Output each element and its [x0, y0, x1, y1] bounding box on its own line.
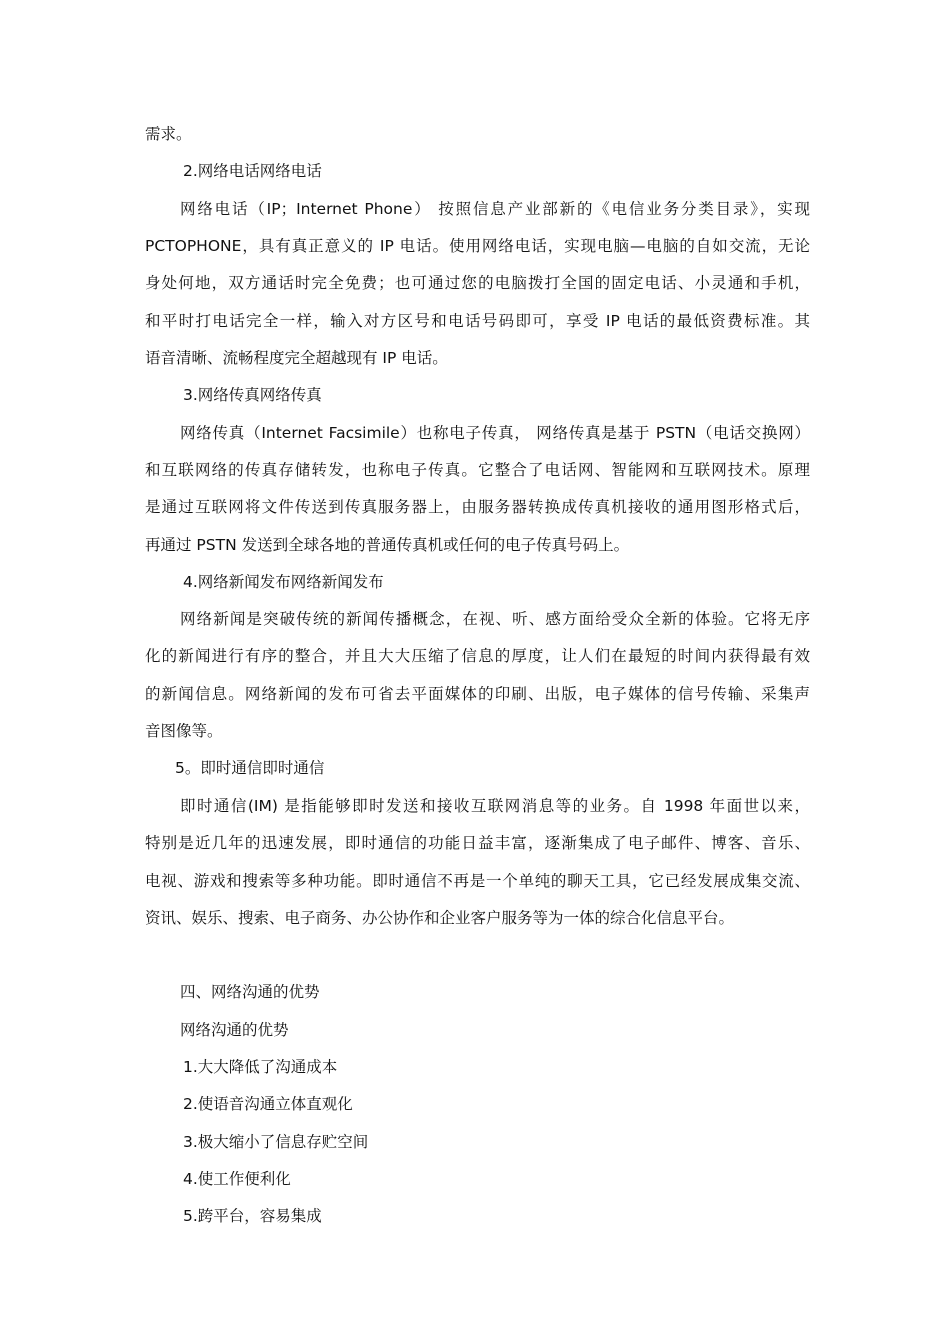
list-item: 3.极大缩小了信息存贮空间: [183, 1133, 369, 1151]
paragraph-line: 需求。: [145, 125, 192, 143]
paragraph-line: 特别是近几年的迅速发展，即时通信的功能日益丰富，逐渐集成了电子邮件、博客、音乐、: [145, 834, 810, 852]
list-item: 2.使语音沟通立体直观化: [183, 1095, 353, 1113]
paragraph-line: 语音清晰、流畅程度完全超越现有 IP 电话。: [145, 349, 448, 367]
paragraph-line: PCTOPHONE，具有真正意义的 IP 电话。使用网络电话，实现电脑—电脑的自如交流，无论: [145, 237, 810, 255]
paragraph-line: 的新闻信息。网络新闻的发布可省去平面媒体的印刷、出版，电子媒体的信号传输、采集声: [145, 685, 810, 703]
subsection-heading-instant-messaging: 5。即时通信即时通信: [175, 759, 325, 777]
section-heading: 四、网络沟通的优势: [180, 983, 320, 1001]
paragraph-line: 网络电话（IP；Internet Phone） 按照信息产业部新的《电信业务分类目录》，实现: [180, 200, 810, 218]
list-item: 4.使工作便利化: [183, 1170, 291, 1188]
paragraph-line: 再通过 PSTN 发送到全球各地的普通传真机或任何的电子传真号码上。: [145, 536, 630, 554]
subsection-heading-network-phone: 2.网络电话网络电话: [183, 162, 322, 180]
list-item: 5.跨平台，容易集成: [183, 1207, 322, 1225]
paragraph-line: 资讯、娱乐、搜索、电子商务、办公协作和企业客户服务等为一体的综合化信息平台。: [145, 909, 735, 927]
paragraph-line: 和平时打电话完全一样，输入对方区号和电话号码即可，享受 IP 电话的最低资费标准。其: [145, 312, 810, 330]
paragraph-line: 化的新闻进行有序的整合，并且大大压缩了信息的厚度，让人们在最短的时间内获得最有效: [145, 647, 810, 665]
paragraph-line: 即时通信(IM) 是指能够即时发送和接收互联网消息等的业务。自 1998 年面世以来，: [180, 797, 810, 815]
paragraph-line: 音图像等。: [145, 722, 223, 740]
section-subheading: 网络沟通的优势: [180, 1021, 289, 1039]
paragraph-line: 网络新闻是突破传统的新闻传播概念，在视、听、感方面给受众全新的体验。它将无序: [180, 610, 810, 628]
paragraph-line: 是通过互联网将文件传送到传真服务器上，由服务器转换成传真机接收的通用图形格式后，: [145, 498, 810, 516]
subsection-heading-network-news: 4.网络新闻发布网络新闻发布: [183, 573, 384, 591]
paragraph-line: 电视、游戏和搜索等多种功能。即时通信不再是一个单纯的聊天工具，它已经发展成集交流、: [145, 872, 810, 890]
subsection-heading-network-fax: 3.网络传真网络传真: [183, 386, 322, 404]
paragraph-line: 身处何地，双方通话时完全免费；也可通过您的电脑拨打全国的固定电话、小灵通和手机，: [145, 274, 810, 292]
list-item: 1.大大降低了沟通成本: [183, 1058, 338, 1076]
paragraph-line: 和互联网络的传真存储转发，也称电子传真。它整合了电话网、智能网和互联网技术。原理: [145, 461, 810, 479]
paragraph-line: 网络传真（Internet Facsimile）也称电子传真， 网络传真是基于 PSTN（电话交换网）: [180, 424, 810, 442]
